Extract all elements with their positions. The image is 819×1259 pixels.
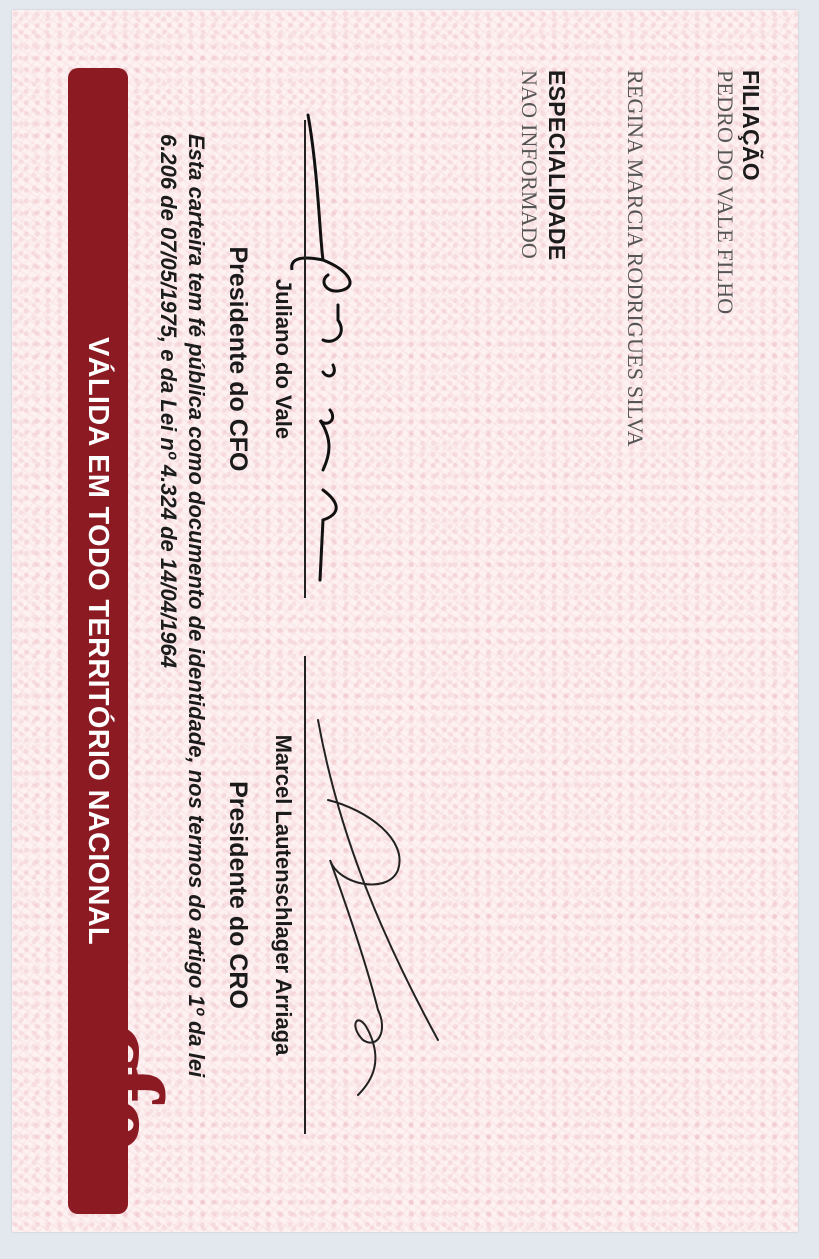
especialidade-value: NAO INFORMADO [517,70,542,259]
signature-line-2 [304,656,306,1134]
signature-marcel [308,710,448,1110]
signature-line-1 [304,120,306,598]
id-card [12,10,798,1232]
father-name: PEDRO DO VALE FILHO [713,70,738,315]
signatory-1-role: Presidente do CFO [224,246,252,472]
validity-banner: VÁLIDA EM TODO TERRITÓRIO NACIONAL [68,68,128,1214]
signatory-2-name: Marcel Lautenschlager Arriaga [271,734,296,1056]
signature-juliano [288,110,378,590]
filiacao-label: FILIAÇÃO [738,70,764,181]
card-content [12,10,798,1232]
svg-text:cfo: cfo [61,1022,185,1148]
cfo-logo [38,1016,198,1186]
signatory-1-name: Juliano do Vale [271,278,296,440]
signatory-2-role: Presidente do CRO [224,781,252,1009]
especialidade-label: ESPECIALIDADE [544,70,570,261]
mother-name: REGINA MARCIA RODRIGUES SILVA [623,70,648,447]
legal-text: Esta carteira tem fé pública como documento de identidade, nos termos do artigo 1º da lei 6.206 de 07/05/1975, e da Lei nº 4.324 de 14/04/1964 [156,134,209,1078]
